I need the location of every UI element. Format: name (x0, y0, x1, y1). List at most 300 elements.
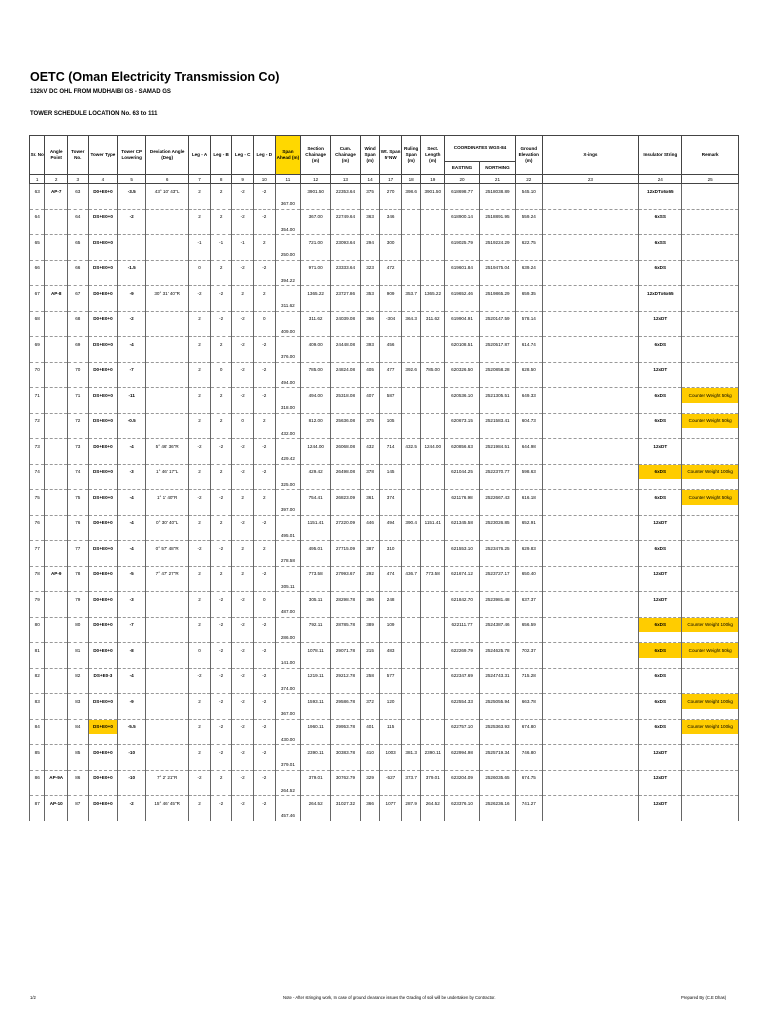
cell-empty (45, 199, 68, 210)
cell-empty (146, 224, 189, 235)
cell-empty (479, 275, 515, 286)
cell-cum-chainage: 27220.09 (331, 515, 361, 530)
cell-empty (118, 301, 146, 312)
cell-insulator-string: 12xDTx6x65 (639, 286, 682, 301)
cell-insulator-string: 12xDT (639, 566, 682, 581)
cell-empty (30, 454, 45, 465)
cell-deviation (146, 668, 189, 683)
cell-leg-b: -2 (210, 796, 232, 811)
cell-xings (542, 209, 639, 224)
cell-wind-span: 323 (360, 260, 380, 275)
cell-wt-span: 300 (380, 235, 402, 250)
span-row (30, 709, 739, 720)
cell-empty (682, 632, 739, 643)
cell-cp-lowering: -2 (118, 311, 146, 326)
cell-empty (380, 760, 402, 771)
cell-tower-no: 83 (68, 694, 89, 709)
cell-empty (515, 454, 542, 465)
header-sect-length: Sect. Length (m) (421, 136, 445, 175)
cell-empty (639, 403, 682, 414)
cell-empty (210, 352, 232, 363)
cell-empty (682, 454, 739, 465)
cell-tower-no: 70 (68, 362, 89, 377)
cell-insulator-string: 6xDS (639, 719, 682, 734)
cell-empty (68, 505, 89, 516)
cell-empty (639, 479, 682, 490)
cell-empty (189, 632, 211, 643)
cell-empty (682, 250, 739, 261)
cell-empty (30, 581, 45, 592)
cell-empty (421, 403, 445, 414)
cell-empty (88, 785, 118, 796)
cell-angle-point (45, 541, 68, 556)
cell-empty (421, 734, 445, 745)
cell-leg-b: -2 (210, 439, 232, 454)
header-deviation: Deviation Angle (Deg) (146, 136, 189, 175)
cell-empty (421, 301, 445, 312)
prepared-by: Prepared By (C.E Dhas) (681, 995, 727, 1000)
cell-empty (45, 632, 68, 643)
header-wt-span: Wt. Span 5°NW (380, 136, 402, 175)
cell-span-value: 286.00 (275, 632, 301, 643)
cell-empty (380, 530, 402, 541)
cell-empty (88, 760, 118, 771)
cell-deviation (146, 388, 189, 403)
cell-tower-type: D0+E0+0 (88, 566, 118, 581)
cell-deviation (146, 745, 189, 760)
cell-empty (301, 199, 331, 210)
cell-section-chainage: 429.42 (301, 464, 331, 479)
cell-empty (445, 224, 480, 235)
cell-empty (253, 709, 275, 720)
column-number: 10 (253, 175, 275, 184)
span-row (30, 734, 739, 745)
cell-xings (542, 770, 639, 785)
cell-empty (146, 352, 189, 363)
cell-empty (88, 658, 118, 669)
cell-tower-no: 87 (68, 796, 89, 811)
cell-remark (682, 796, 739, 811)
column-number: 12 (301, 175, 331, 184)
cell-empty (232, 275, 254, 286)
cell-leg-d: 2 (253, 490, 275, 505)
cell-insulator-string: 6xDS (639, 260, 682, 275)
cell-empty (515, 199, 542, 210)
cell-northing: 2525363.93 (479, 719, 515, 734)
cell-span-ahead (275, 184, 301, 199)
cell-empty (401, 479, 421, 490)
cell-empty (639, 199, 682, 210)
cell-empty (682, 301, 739, 312)
cell-span-ahead (275, 796, 301, 811)
cell-empty (210, 760, 232, 771)
cell-empty (401, 607, 421, 618)
cell-insulator-string: 6xDS (639, 617, 682, 632)
cell-empty (118, 377, 146, 388)
cell-empty (68, 377, 89, 388)
cell-empty (401, 811, 421, 821)
cell-empty (682, 377, 739, 388)
cell-empty (232, 581, 254, 592)
cell-empty (380, 199, 402, 210)
cell-span-value: 367.00 (275, 199, 301, 210)
cell-empty (515, 709, 542, 720)
cell-tower-no: 85 (68, 745, 89, 760)
cell-leg-c: -2 (232, 515, 254, 530)
cell-empty (360, 352, 380, 363)
cell-wind-span: 361 (360, 490, 380, 505)
cell-empty (401, 658, 421, 669)
cell-sr-no: 78 (30, 566, 45, 581)
cell-span-value: 379.01 (275, 760, 301, 771)
cell-wind-span: 387 (360, 541, 380, 556)
cell-tower-type: DS+E0+0 (88, 490, 118, 505)
cell-wind-span: 393 (360, 337, 380, 352)
cell-leg-d: -2 (253, 617, 275, 632)
cell-deviation (146, 362, 189, 377)
cell-insulator-string: 6xDS (639, 643, 682, 658)
cell-empty (421, 275, 445, 286)
cell-cp-lowering: -11 (118, 388, 146, 403)
cell-leg-a: 2 (189, 566, 211, 581)
cell-angle-point: AP-8 (45, 286, 68, 301)
cell-empty (118, 199, 146, 210)
cell-empty (68, 683, 89, 694)
cell-span-value: 409.00 (275, 326, 301, 337)
cell-leg-d: -2 (253, 362, 275, 377)
cell-wind-span: 375 (360, 184, 380, 199)
cell-leg-d: -2 (253, 184, 275, 199)
cell-empty (380, 403, 402, 414)
cell-empty (360, 479, 380, 490)
cell-leg-c: -2 (232, 643, 254, 658)
cell-empty (68, 301, 89, 312)
cell-leg-b: 2 (210, 413, 232, 428)
line-description: 132kV DC OHL FROM MUDHAIBI GS - SAMAD GS (30, 89, 171, 95)
cell-empty (45, 581, 68, 592)
cell-section-chainage: 2390.11 (301, 745, 331, 760)
cell-angle-point (45, 388, 68, 403)
cell-empty (479, 352, 515, 363)
cell-empty (253, 811, 275, 821)
cell-empty (301, 556, 331, 567)
cell-empty (232, 352, 254, 363)
cell-northing: 2526236.16 (479, 796, 515, 811)
cell-leg-a: -2 (189, 541, 211, 556)
cell-empty (445, 581, 480, 592)
cell-empty (331, 785, 361, 796)
cell-sr-no: 67 (30, 286, 45, 301)
cell-leg-a: 2 (189, 694, 211, 709)
cell-sr-no: 79 (30, 592, 45, 607)
cell-angle-point (45, 209, 68, 224)
cell-empty (479, 250, 515, 261)
cell-empty (331, 505, 361, 516)
cell-section-chainage: 1960.11 (301, 719, 331, 734)
cell-empty (45, 658, 68, 669)
cell-empty (401, 403, 421, 414)
cell-tower-type: D0+E0+0 (88, 745, 118, 760)
cell-remark: Counter Weight 100kg (682, 694, 739, 709)
cell-ground-elevation: 578.14 (515, 311, 542, 326)
cell-empty (253, 658, 275, 669)
cell-empty (639, 785, 682, 796)
span-row (30, 224, 739, 235)
cell-cp-lowering: -3 (118, 464, 146, 479)
column-number: 14 (360, 175, 380, 184)
cell-xings (542, 719, 639, 734)
cell-empty (331, 199, 361, 210)
cell-ground-elevation: 652.91 (515, 515, 542, 530)
cell-cp-lowering: -4 (118, 490, 146, 505)
cell-sr-no: 64 (30, 209, 45, 224)
cell-remark (682, 541, 739, 556)
cell-empty (331, 530, 361, 541)
cell-sr-no: 82 (30, 668, 45, 683)
cell-span-value: 432.00 (275, 428, 301, 439)
cell-empty (542, 734, 639, 745)
cell-wt-span: 577 (380, 668, 402, 683)
cell-empty (253, 250, 275, 261)
span-row (30, 683, 739, 694)
cell-empty (210, 479, 232, 490)
cell-empty (253, 377, 275, 388)
cell-empty (445, 709, 480, 720)
header-northing: NORTHING (479, 161, 515, 174)
cell-empty (189, 454, 211, 465)
cell-wind-span: 372 (360, 694, 380, 709)
cell-xings (542, 286, 639, 301)
table-row (30, 311, 739, 326)
cell-angle-point (45, 515, 68, 530)
cell-empty (515, 505, 542, 516)
cell-empty (210, 275, 232, 286)
cell-cum-chainage: 24448.08 (331, 337, 361, 352)
cell-tower-type: D0+E0+0 (88, 796, 118, 811)
cell-empty (30, 556, 45, 567)
cell-cum-chainage: 23727.86 (331, 286, 361, 301)
cell-empty (682, 479, 739, 490)
cell-ruling-span: 287.9 (401, 796, 421, 811)
cell-sect-length: 785.00 (421, 362, 445, 377)
cell-cum-chainage: 24824.08 (331, 362, 361, 377)
cell-empty (189, 301, 211, 312)
cell-empty (542, 760, 639, 771)
cell-tower-no: 67 (68, 286, 89, 301)
cell-empty (479, 760, 515, 771)
cell-empty (331, 811, 361, 821)
cell-tower-type: DS+E0+0 (88, 413, 118, 428)
cell-empty (380, 377, 402, 388)
cell-empty (479, 607, 515, 618)
cell-tower-no: 84 (68, 719, 89, 734)
cell-empty (30, 760, 45, 771)
cell-deviation: 43° 10' 43"L (146, 184, 189, 199)
cell-empty (30, 275, 45, 286)
cell-empty (479, 505, 515, 516)
cell-empty (232, 377, 254, 388)
cell-leg-b: -2 (210, 745, 232, 760)
cell-tower-type: D0+E0+0 (88, 362, 118, 377)
cell-leg-c: -1 (232, 235, 254, 250)
cell-span-value: 325.00 (275, 479, 301, 490)
cell-empty (479, 199, 515, 210)
cell-leg-a: -2 (189, 770, 211, 785)
cell-empty (331, 352, 361, 363)
cell-cp-lowering: -4 (118, 515, 146, 530)
cell-empty (360, 454, 380, 465)
cell-ground-elevation: 746.80 (515, 745, 542, 760)
cell-tower-type: DS+E0+0 (88, 694, 118, 709)
cell-empty (301, 811, 331, 821)
header-coordinates: COORDINATES WGS-84 (445, 136, 516, 162)
cell-empty (232, 479, 254, 490)
cell-empty (445, 632, 480, 643)
cell-easting: 619025.79 (445, 235, 480, 250)
cell-empty (30, 658, 45, 669)
header-leg-d: Leg - D (253, 136, 275, 175)
cell-empty (68, 760, 89, 771)
cell-empty (232, 530, 254, 541)
cell-empty (189, 709, 211, 720)
cell-empty (146, 556, 189, 567)
cell-leg-b: 2 (210, 388, 232, 403)
cell-empty (253, 428, 275, 439)
cell-empty (682, 760, 739, 771)
cell-empty (479, 454, 515, 465)
cell-empty (146, 530, 189, 541)
cell-tower-type: D0+E0+0 (88, 311, 118, 326)
cell-leg-b: 2 (210, 260, 232, 275)
cell-section-chainage: 311.62 (301, 311, 331, 326)
cell-remark: Counter Weight 50kg (682, 490, 739, 505)
cell-insulator-string: 6xSS (639, 209, 682, 224)
cell-empty (360, 428, 380, 439)
cell-empty (639, 377, 682, 388)
cell-sr-no: 77 (30, 541, 45, 556)
cell-angle-point (45, 745, 68, 760)
cell-empty (30, 683, 45, 694)
cell-empty (515, 734, 542, 745)
cell-ground-elevation: 656.59 (515, 617, 542, 632)
cell-empty (380, 811, 402, 821)
cell-empty (210, 658, 232, 669)
cell-empty (68, 428, 89, 439)
cell-empty (331, 556, 361, 567)
cell-empty (118, 224, 146, 235)
cell-tower-type: D0+E0+0 (88, 515, 118, 530)
cell-deviation: 0° 57' 48"R (146, 541, 189, 556)
cell-tower-no: 64 (68, 209, 89, 224)
cell-insulator-string: 6xDS (639, 668, 682, 683)
cell-sect-length (421, 388, 445, 403)
cell-cum-chainage: 23093.64 (331, 235, 361, 250)
header-xings: X-ings (542, 136, 639, 175)
cell-sr-no: 65 (30, 235, 45, 250)
cell-wt-span: 477 (380, 362, 402, 377)
cell-empty (45, 785, 68, 796)
cell-cp-lowering: -3.5 (118, 184, 146, 199)
cell-wt-span: 248 (380, 592, 402, 607)
cell-leg-a: 2 (189, 464, 211, 479)
cell-span-ahead (275, 719, 301, 734)
cell-xings (542, 362, 639, 377)
cell-wind-span: 432 (360, 439, 380, 454)
cell-angle-point (45, 439, 68, 454)
cell-angle-point (45, 260, 68, 275)
cell-empty (479, 428, 515, 439)
cell-empty (542, 428, 639, 439)
cell-empty (331, 658, 361, 669)
cell-empty (479, 479, 515, 490)
cell-empty (301, 632, 331, 643)
cell-remark: Counter Weight 50kg (682, 388, 739, 403)
cell-leg-a: 2 (189, 592, 211, 607)
cell-empty (542, 352, 639, 363)
cell-empty (421, 658, 445, 669)
cell-xings (542, 566, 639, 581)
span-row (30, 479, 739, 490)
cell-easting: 621842.70 (445, 592, 480, 607)
cell-remark (682, 337, 739, 352)
cell-sr-no: 66 (30, 260, 45, 275)
cell-insulator-string: 6xDS (639, 694, 682, 709)
cell-empty (445, 454, 480, 465)
cell-ground-elevation: 649.33 (515, 388, 542, 403)
cell-empty (253, 556, 275, 567)
cell-ground-elevation: 644.98 (515, 439, 542, 454)
cell-empty (542, 377, 639, 388)
cell-ruling-span: 436.7 (401, 566, 421, 581)
span-row (30, 785, 739, 796)
cell-cum-chainage: 31027.32 (331, 796, 361, 811)
cell-wt-span: -304 (380, 311, 402, 326)
cell-leg-c: -2 (232, 668, 254, 683)
cell-leg-d: -2 (253, 566, 275, 581)
cell-tower-no: 71 (68, 388, 89, 403)
cell-empty (682, 275, 739, 286)
cell-insulator-string: 12xDTx6x65 (639, 184, 682, 199)
cell-span-ahead (275, 643, 301, 658)
cell-northing: 2518891.95 (479, 209, 515, 224)
column-number: 22 (515, 175, 542, 184)
cell-empty (30, 326, 45, 337)
cell-xings (542, 184, 639, 199)
cell-leg-a: 2 (189, 617, 211, 632)
cell-empty (146, 428, 189, 439)
cell-leg-b: -2 (210, 490, 232, 505)
cell-easting: 619601.84 (445, 260, 480, 275)
cell-empty (68, 454, 89, 465)
cell-cum-chainage: 30383.78 (331, 745, 361, 760)
column-number: 3 (68, 175, 89, 184)
cell-empty (515, 785, 542, 796)
cell-insulator-string: 12xDT (639, 796, 682, 811)
cell-wt-span: 1077 (380, 796, 402, 811)
cell-section-chainage: 379.01 (301, 770, 331, 785)
cell-span-value: 397.00 (275, 505, 301, 516)
cell-empty (30, 250, 45, 261)
cell-northing: 2524743.31 (479, 668, 515, 683)
cell-xings (542, 592, 639, 607)
cell-sect-length: 773.58 (421, 566, 445, 581)
cell-leg-a: 2 (189, 209, 211, 224)
table-row (30, 796, 739, 811)
cell-leg-a: 2 (189, 184, 211, 199)
cell-empty (479, 709, 515, 720)
cell-empty (232, 709, 254, 720)
cell-empty (639, 632, 682, 643)
